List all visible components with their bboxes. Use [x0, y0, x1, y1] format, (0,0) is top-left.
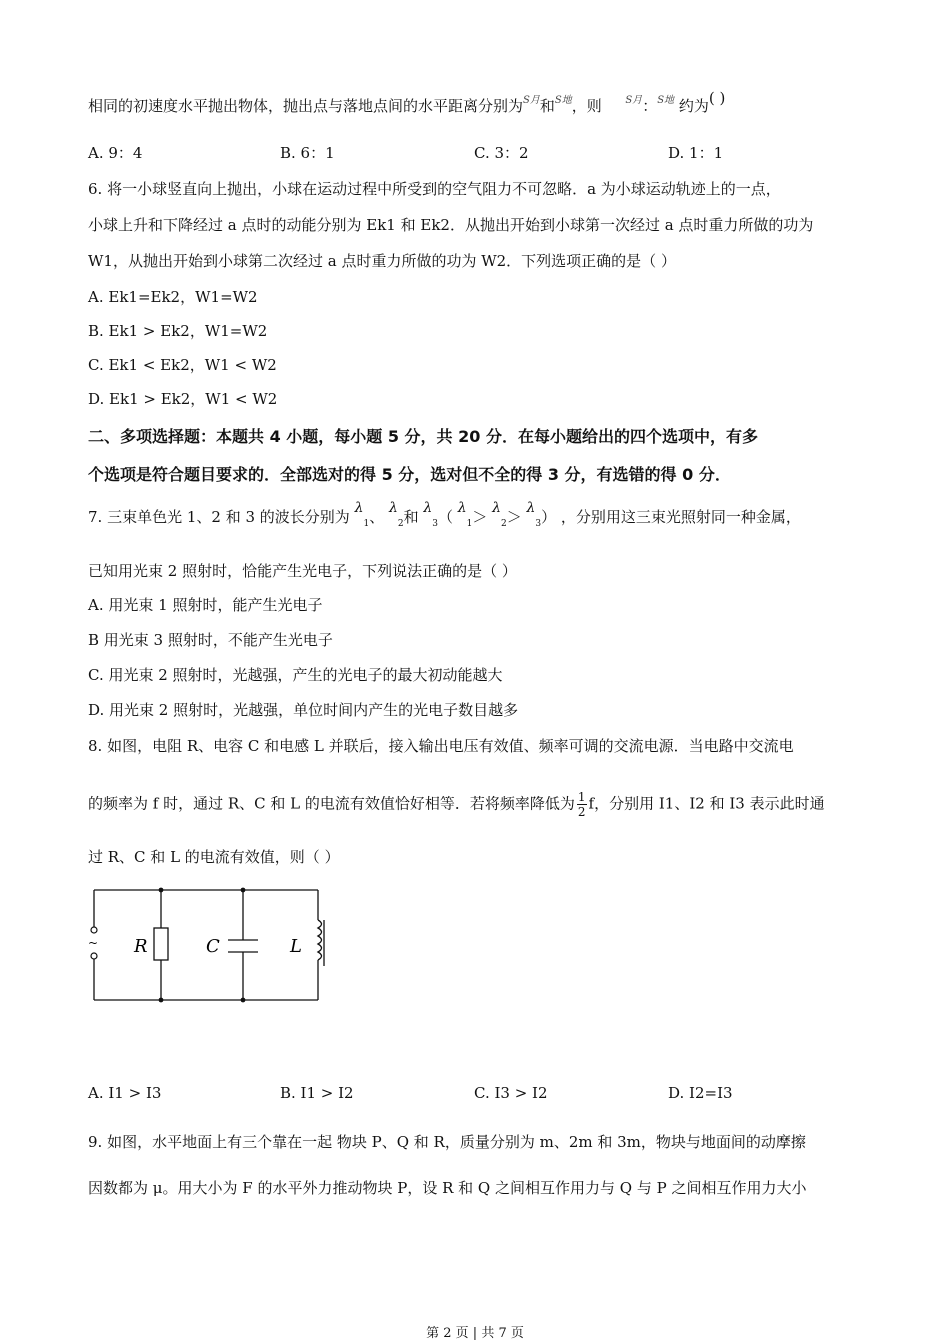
one-half-fraction: $\frac{1}{2}$ — [577, 790, 586, 819]
q8-line-2 — [88, 790, 825, 819]
junction-dot — [241, 888, 246, 893]
section2-heading-line-2: 个选项是符合题目要求的．全部选对的得 5 分，选对但不全的得 3 分，有选错的得 0 分． — [88, 465, 731, 484]
q5-option-c: C. 3：2 — [474, 144, 529, 162]
q5-answer-paren: ( ) — [708, 89, 726, 107]
q8-option-a: A. I1 > I3 — [88, 1084, 162, 1102]
q8-line-1: 8. 如图，电阻 R、电容 C 和电感 L 并联后，接入输出电压有效值、频率可调的交流电源．当电路中交流电 — [88, 737, 794, 755]
junction-dot — [159, 888, 164, 893]
rlc-circuit-diagram — [86, 886, 336, 1008]
q7-line-1-a: 7. 三束单色光 1、2 和 3 的波长分别为 — [88, 508, 350, 526]
q6-line-3: W1，从抛出开始到小球第二次经过 a 点时重力所做的功为 W2．下列选项正确的是（ ） — [88, 252, 676, 270]
q5-line-a: 相同的初速度水平抛出物体，抛出点与落地点间的水平距离分别为 — [88, 97, 524, 115]
q9-line-2: 因数都为 μ。用大小为 F 的水平外力推动物块 P，设 R 和 Q 之间相互作用力与 Q 与 P 之间相互作用力大小 — [88, 1179, 807, 1197]
q8-option-d: D. I2=I3 — [668, 1084, 733, 1102]
q7-line-2: 已知用光束 2 照射时，恰能产生光电子，下列说法正确的是（ ） — [88, 562, 517, 580]
q6-line-1: 6. 将一小球竖直向上抛出，小球在运动过程中所受到的空气阻力不可忽略．a 为小球运动轨迹上的一点， — [88, 180, 781, 198]
q5-option-b: B. 6：1 — [280, 144, 335, 162]
resistor-label: R — [134, 936, 148, 957]
q8-line-2-b: f，分别用 I1、I2 和 I3 表示此时通 — [588, 794, 825, 813]
inductor-label: L — [290, 936, 302, 957]
q6-option-d: D. Ek1 > Ek2，W1 < W2 — [88, 390, 278, 408]
q8-line-2-a: 的频率为 f 时，通过 R、C 和 L 的电流有效值恰好相等．若将频率降低为 — [88, 794, 575, 813]
q5-about: 约为 — [678, 97, 709, 115]
junction-dot — [241, 998, 246, 1003]
source-terminal-bottom — [91, 953, 97, 959]
q8-option-c: C. I3 > I2 — [474, 1084, 548, 1102]
q7-option-d: D. 用光束 2 照射时，光越强，单位时间内产生的光电子数目越多 — [88, 701, 519, 719]
source-terminal-top — [91, 927, 97, 933]
junction-dot — [159, 998, 164, 1003]
s-earth-symbol-2: S地 — [657, 95, 675, 106]
q5-option-a: A. 9：4 — [88, 144, 143, 162]
q6-option-a: A. Ek1=Ek2，W1=W2 — [88, 288, 258, 306]
s-moon-symbol-2: S月 — [625, 95, 643, 106]
ac-source-symbol: ~ — [88, 936, 99, 950]
q5-line-b: ，则 — [571, 97, 602, 115]
capacitor-label: C — [206, 936, 220, 957]
q6-option-c: C. Ek1 < Ek2，W1 < W2 — [88, 356, 277, 374]
s-moon-symbol: S月 — [523, 95, 540, 106]
wavelength-symbols: $\lambda_1$、 $\lambda_2$和 $\lambda_3$（ $\lambda_1> \lambda_2> \lambda_3$） — [354, 500, 561, 529]
q6-line-2: 小球上升和下降经过 a 点时的动能分别为 Ek1 和 Ek2．从抛出开始到小球第一次经过 a 点时重力所做的功为 — [88, 216, 814, 234]
q7-option-a: A. 用光束 1 照射时，能产生光电子 — [88, 596, 323, 614]
s-earth-symbol: S地 — [554, 95, 572, 106]
page-footer: 第 2 页 | 共 7 页 — [426, 1326, 524, 1341]
q5-option-d: D. 1：1 — [668, 144, 724, 162]
q7-option-c: C. 用光束 2 照射时，光越强，产生的光电子的最大初动能越大 — [88, 666, 503, 684]
q5-and: 和 — [539, 97, 555, 115]
q5-text-line — [88, 90, 725, 117]
q6-option-b: B. Ek1 > Ek2，W1=W2 — [88, 322, 268, 340]
q8-option-b: B. I1 > I2 — [280, 1084, 354, 1102]
q7-option-b: B 用光束 3 照射时，不能产生光电子 — [88, 631, 333, 649]
section2-heading-line-1: 二、多项选择题：本题共 4 小题，每小题 5 分，共 20 分．在每小题给出的四个选项中，有多 — [88, 427, 758, 446]
q7-line-1-b: ，分别用这三束光照射同一种金属， — [560, 508, 801, 526]
q8-line-3: 过 R、C 和 L 的电流有效值，则（ ） — [88, 848, 340, 866]
q9-line-1: 9. 如图，水平地面上有三个靠在一起 物块 P、Q 和 R，质量分别为 m、2m 和 3m，物块与地面间的动摩擦 — [88, 1133, 806, 1151]
q5-colon: ： — [642, 97, 658, 115]
q7-line-1 — [88, 500, 801, 531]
